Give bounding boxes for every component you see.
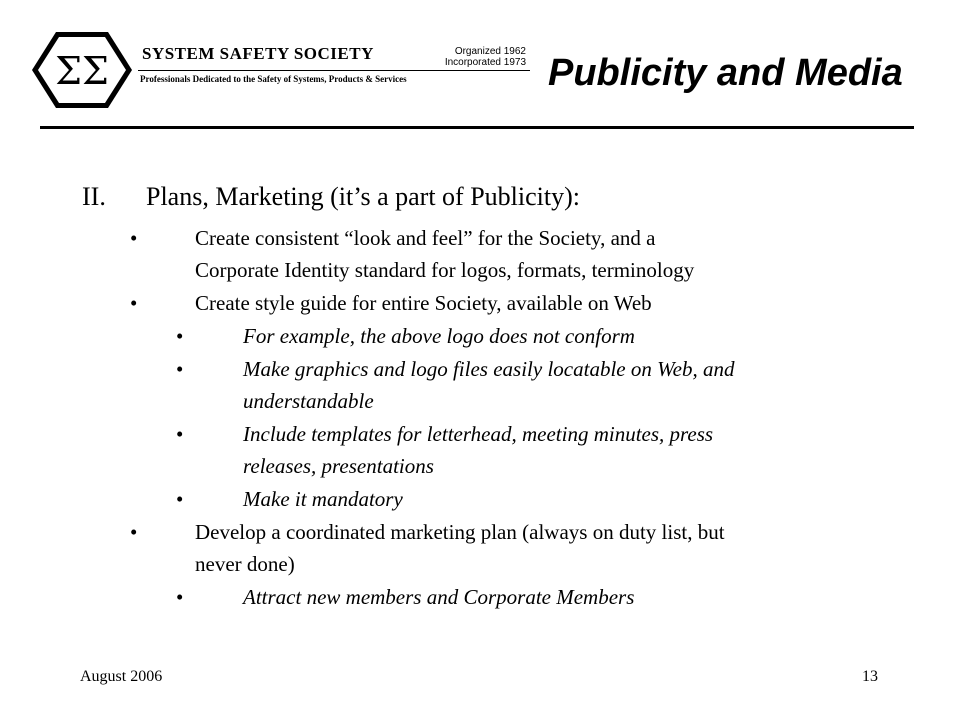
bullet-text-line: never done) [195, 552, 295, 576]
org-dates [440, 46, 526, 68]
bullet-dot: • [130, 520, 138, 544]
bullet-text-line: releases, presentations [243, 454, 434, 478]
bullet-dot: • [130, 291, 138, 315]
bullet-text-line: Create style guide for entire Society, available on Web [195, 291, 652, 315]
org-tagline: Professionals Dedicated to the Safety of Systems, Products & Services [140, 74, 407, 84]
bullet-dot: • [176, 357, 184, 381]
bullet-text-line: Include templates for letterhead, meeting minutes, press [243, 422, 714, 446]
bullet-text-line: Attract new members and Corporate Members [243, 585, 635, 609]
org-divider [138, 70, 530, 71]
bullet-text-line: Corporate Identity standard for logos, formats, terminology [195, 258, 695, 282]
organized-date: Organized 1962 [454, 46, 526, 57]
page-number: 13 [862, 668, 878, 685]
bullet-dot: • [176, 324, 184, 348]
logo-sigma-glyph: ΣΣ [55, 49, 109, 93]
section-title: Plans, Marketing (it’s a part of Publicity): [146, 182, 580, 211]
bullet-text-line: Make graphics and logo files easily locatable on Web, and [243, 357, 735, 381]
bullet-dot: • [130, 226, 138, 250]
org-name: SYSTEM SAFETY SOCIETY [142, 44, 374, 63]
bullet-text-line: Develop a coordinated marketing plan (always on duty list, but [195, 520, 725, 544]
section-number: II. [82, 182, 106, 211]
slide-title: Publicity and Media [548, 52, 903, 94]
society-logo-icon [30, 30, 134, 110]
bullet-text-line: Create consistent “look and feel” for the Society, and a [195, 226, 656, 250]
incorporated-date: Incorporated 1973 [444, 57, 526, 68]
bullet-text-line: understandable [243, 389, 374, 413]
title-divider [40, 126, 914, 129]
bullet-dot: • [176, 422, 184, 446]
bullet-dot: • [176, 585, 184, 609]
bullet-text-line: For example, the above logo does not conform [243, 324, 635, 348]
bullet-text-line: Make it mandatory [243, 487, 403, 511]
bullet-dot: • [176, 487, 184, 511]
footer-date: August 2006 [80, 668, 163, 685]
